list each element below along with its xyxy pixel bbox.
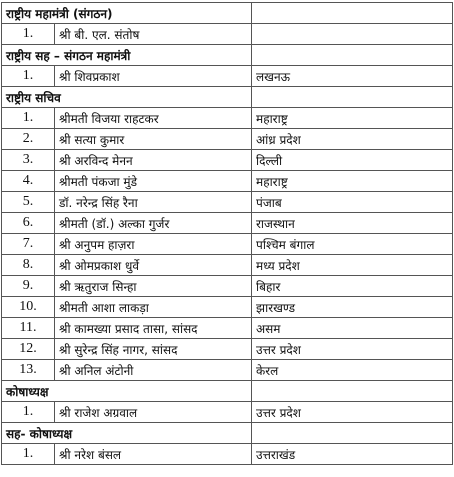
member-state	[252, 24, 453, 45]
row-number: 11.	[2, 318, 55, 339]
row-number: 1.	[2, 66, 55, 87]
member-state: लखनऊ	[252, 66, 453, 87]
row-number: 7.	[2, 234, 55, 255]
member-name: श्रीमती आशा लाकड़ा	[55, 297, 252, 318]
section-title: राष्ट्रीय सचिव	[2, 87, 252, 108]
member-state: आंध्र प्रदेश	[252, 129, 453, 150]
table-row	[2, 339, 453, 360]
member-state: महाराष्ट्र	[252, 171, 453, 192]
member-name: श्री अरविन्द मेनन	[55, 150, 252, 171]
row-number: 9.	[2, 276, 55, 297]
member-name: श्री अनिल अंटोनी	[55, 360, 252, 381]
row-number: 1.	[2, 24, 55, 45]
section-title: राष्ट्रीय महामंत्री (संगठन)	[2, 3, 252, 24]
table-row	[2, 402, 453, 423]
table-row	[2, 213, 453, 234]
member-state: बिहार	[252, 276, 453, 297]
member-state: महाराष्ट्र	[252, 108, 453, 129]
section-header-blank-cell	[252, 45, 453, 66]
office-bearers-table	[1, 2, 453, 465]
table-row	[2, 255, 453, 276]
member-name: डॉ. नरेन्द्र सिंह रैना	[55, 192, 252, 213]
section-header-blank-cell	[252, 423, 453, 444]
member-name: श्रीमती विजया राहटकर	[55, 108, 252, 129]
member-name: श्री राजेश अग्रवाल	[55, 402, 252, 423]
member-name: श्रीमती (डॉ.) अल्का गुर्जर	[55, 213, 252, 234]
member-name: श्री नरेश बंसल	[55, 444, 252, 465]
section-header-row	[2, 381, 453, 402]
member-state: केरल	[252, 360, 453, 381]
member-name: श्री ऋतुराज सिन्हा	[55, 276, 252, 297]
section-title: राष्ट्रीय सह – संगठन महामंत्री	[2, 45, 252, 66]
section-header-blank-cell	[252, 87, 453, 108]
member-name: श्रीमती पंकजा मुंडे	[55, 171, 252, 192]
row-number: 2.	[2, 129, 55, 150]
row-number: 5.	[2, 192, 55, 213]
row-number: 13.	[2, 360, 55, 381]
row-number: 8.	[2, 255, 55, 276]
table-row	[2, 276, 453, 297]
table-body	[2, 3, 453, 465]
table-row	[2, 66, 453, 87]
table-row	[2, 444, 453, 465]
table-row	[2, 192, 453, 213]
member-state: पंजाब	[252, 192, 453, 213]
member-state: मध्य प्रदेश	[252, 255, 453, 276]
member-state: दिल्ली	[252, 150, 453, 171]
member-state: असम	[252, 318, 453, 339]
row-number: 1.	[2, 402, 55, 423]
section-title: सह- कोषाध्यक्ष	[2, 423, 252, 444]
member-name: श्री सत्या कुमार	[55, 129, 252, 150]
section-header-row	[2, 423, 453, 444]
row-number: 1.	[2, 444, 55, 465]
member-name: श्री सुरेन्द्र सिंह नागर, सांसद	[55, 339, 252, 360]
member-state: उत्तराखंड	[252, 444, 453, 465]
member-name: श्री बी. एल. संतोष	[55, 24, 252, 45]
member-name: श्री कामख्या प्रसाद तासा, सांसद	[55, 318, 252, 339]
section-header-blank-cell	[252, 381, 453, 402]
member-name: श्री ओमप्रकाश धुर्वे	[55, 255, 252, 276]
table-row	[2, 129, 453, 150]
row-number: 4.	[2, 171, 55, 192]
member-state: उत्तर प्रदेश	[252, 402, 453, 423]
table-row	[2, 108, 453, 129]
row-number: 6.	[2, 213, 55, 234]
table-row	[2, 360, 453, 381]
section-header-row	[2, 45, 453, 66]
section-header-blank-cell	[252, 3, 453, 24]
member-name: श्री अनुपम हाज़रा	[55, 234, 252, 255]
table-row	[2, 234, 453, 255]
member-state: राजस्थान	[252, 213, 453, 234]
table-row	[2, 171, 453, 192]
member-name: श्री शिवप्रकाश	[55, 66, 252, 87]
table-row	[2, 24, 453, 45]
table-row	[2, 297, 453, 318]
section-header-row	[2, 3, 453, 24]
row-number: 3.	[2, 150, 55, 171]
table-row	[2, 318, 453, 339]
member-state: पश्चिम बंगाल	[252, 234, 453, 255]
section-title: कोषाध्यक्ष	[2, 381, 252, 402]
table-row	[2, 150, 453, 171]
member-state: झारखण्ड	[252, 297, 453, 318]
row-number: 10.	[2, 297, 55, 318]
section-header-row	[2, 87, 453, 108]
row-number: 12.	[2, 339, 55, 360]
member-state: उत्तर प्रदेश	[252, 339, 453, 360]
row-number: 1.	[2, 108, 55, 129]
